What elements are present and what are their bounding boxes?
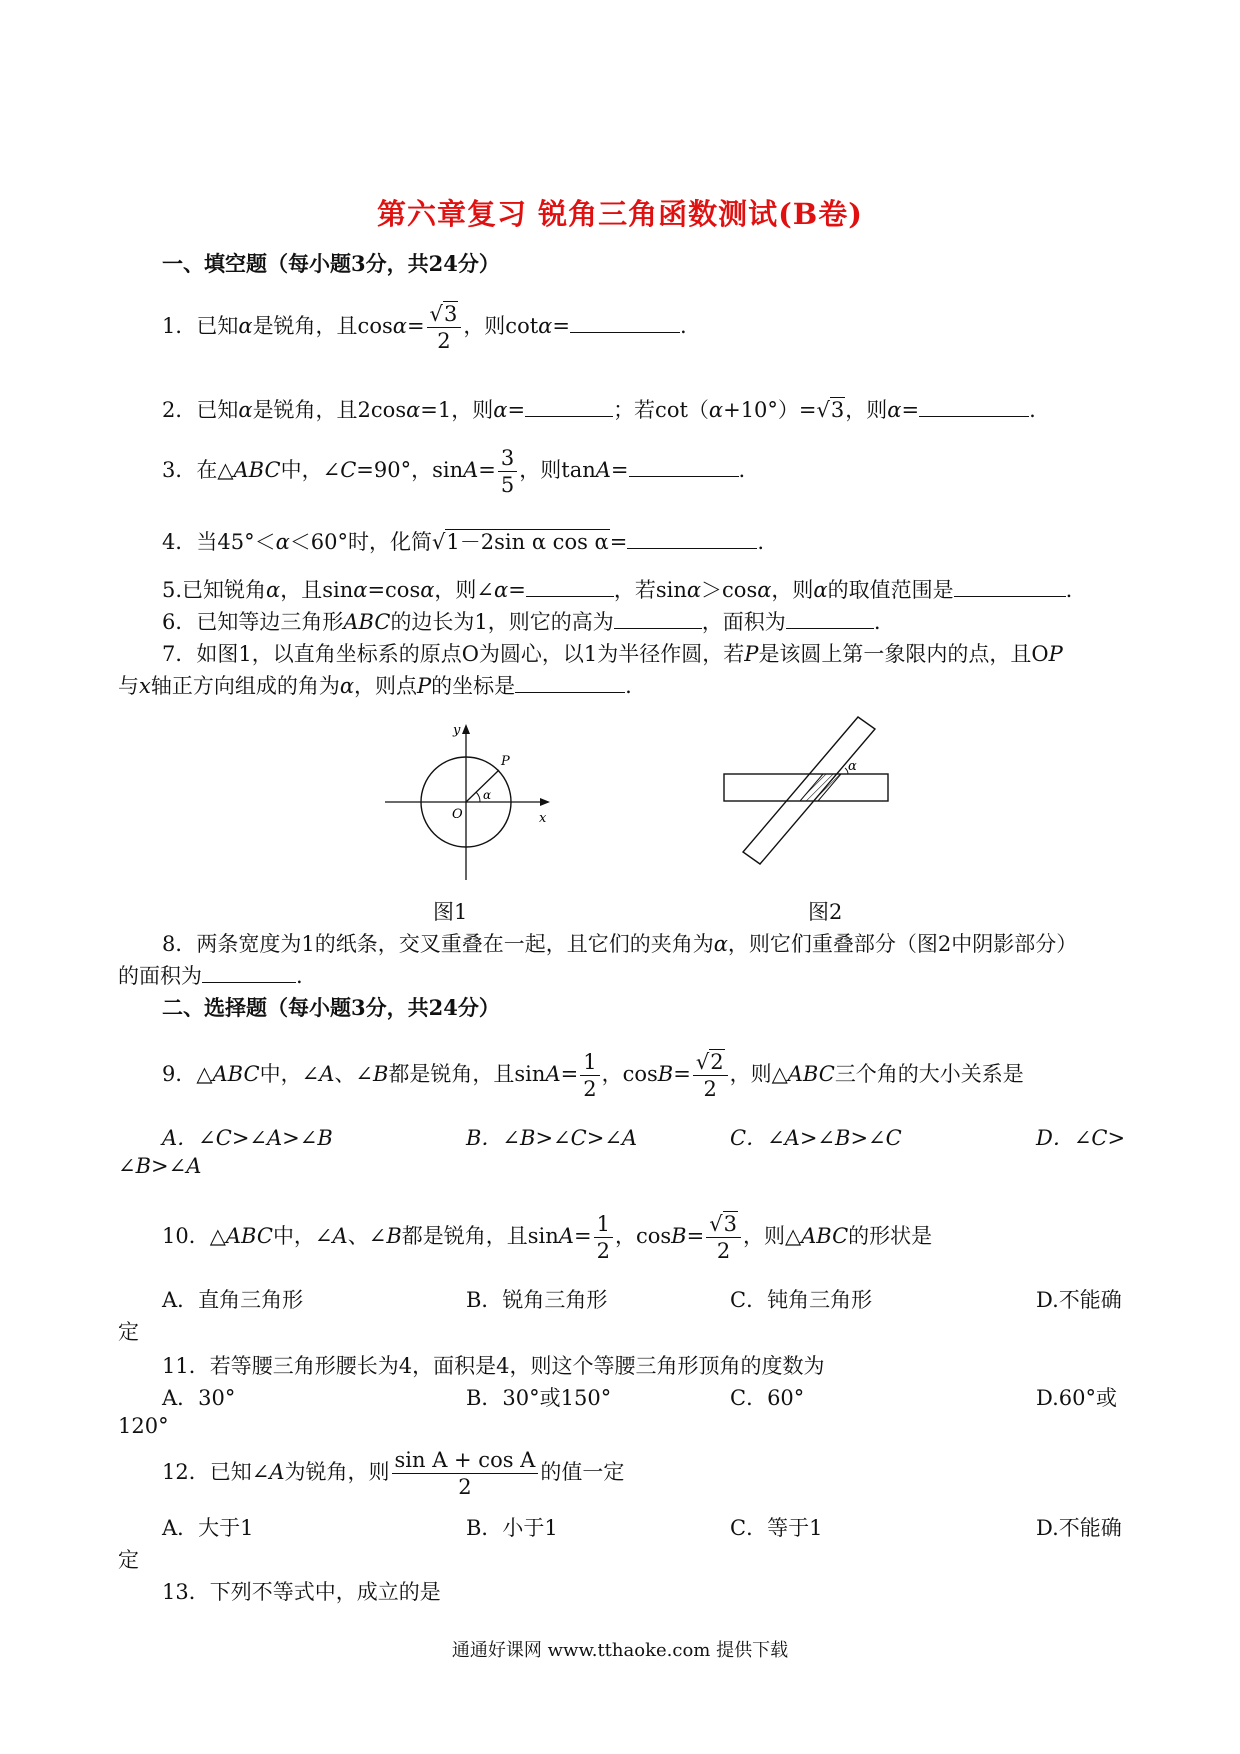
q12-option-a[interactable]: A．大于1: [162, 1516, 254, 1540]
figure-1-caption: 图1: [433, 900, 468, 924]
q9-option-d[interactable]: D．∠C>: [1036, 1126, 1126, 1150]
answer-blank[interactable]: [515, 674, 625, 693]
point-p-label: P: [501, 754, 510, 769]
section-heading-fill-in: 一、填空题（每小题3分，共24分）: [162, 251, 500, 276]
y-axis-arrow-icon: [462, 724, 470, 734]
sqrt-3: √3: [816, 398, 845, 422]
q10-option-b[interactable]: B．锐角三角形: [466, 1288, 608, 1312]
question-3: 3．在△ABC中，∠C=90°，sinA= $\frac{3}{5}$ ，则tanA= .: [162, 446, 746, 498]
alpha-label: α: [848, 759, 857, 774]
origin-label: O: [452, 807, 463, 822]
question-8-cont: 的面积为 .: [118, 964, 303, 988]
q9-option-a[interactable]: A．∠C>∠A>∠B: [162, 1126, 333, 1150]
q10-option-d-cont: 定: [118, 1320, 139, 1344]
question-8: 8．两条宽度为1的纸条，交叉重叠在一起，且它们的夹角为α，则它们重叠部分（图2中阴影部分）: [162, 932, 1078, 956]
q11-option-a[interactable]: A．30°: [162, 1386, 236, 1410]
fraction-sinA-plus-cosA-over-2: $\frac{\text{sin A + cos A}}{2}$: [392, 1448, 539, 1499]
sqrt-expression: √1－2sin α cos α: [432, 530, 609, 554]
question-11: 11．若等腰三角形腰长为4，面积是4，则这个等腰三角形顶角的度数为: [162, 1354, 825, 1378]
answer-blank[interactable]: [954, 578, 1066, 597]
q11-option-c[interactable]: C．60°: [730, 1386, 805, 1410]
figure-2-caption: 图2: [808, 900, 843, 924]
x-axis-arrow-icon: [540, 798, 550, 806]
fraction-1-over-2: $\frac{1}{2}$: [580, 1050, 599, 1101]
q10-option-d[interactable]: D.不能确: [1036, 1288, 1122, 1312]
question-1: 1．已知α是锐角，且cosα= $\frac{√3}{2}$ ，则cotα= .: [162, 302, 687, 354]
answer-blank[interactable]: [570, 314, 680, 333]
answer-blank[interactable]: [614, 610, 702, 629]
q9-option-b[interactable]: B．∠B>∠C>∠A: [466, 1126, 638, 1150]
alpha-label: α: [483, 788, 492, 802]
q9-option-c[interactable]: C．∠A>∠B>∠C: [730, 1126, 902, 1150]
fraction-sqrt3-over-2: $\frac{√3}{2}$: [427, 302, 462, 353]
page-title: 第六章复习 锐角三角函数测试(B卷): [376, 197, 864, 231]
q11-option-d-cont: 120°: [118, 1414, 169, 1438]
answer-blank[interactable]: [627, 530, 757, 549]
question-6: 6．已知等边三角形ABC的边长为1，则它的高为 ，面积为 .: [162, 610, 881, 634]
question-5: 5.已知锐角α，且sinα=cosα，则∠α= ，若sinα＞cosα，则α的取值范围是 .: [162, 578, 1073, 602]
question-7-cont: 与x轴正方向组成的角为α，则点P的坐标是 .: [118, 674, 632, 698]
fraction-sqrt3-over-2: $\frac{√3}{2}$: [706, 1212, 741, 1263]
question-4: 4．当45°＜α＜60°时，化简√1－2sin α cos α= .: [162, 530, 765, 554]
answer-blank[interactable]: [526, 578, 614, 597]
fraction-1-over-2: $\frac{1}{2}$: [594, 1212, 613, 1263]
question-9: 9．△ABC中，∠A、∠B都是锐角，且sinA= $\frac{1}{2}$ ，cosB= $\frac{√2}{2}$ ，则△ABC三个角的大小关系是: [162, 1050, 1024, 1102]
q12-option-d-cont: 定: [118, 1548, 139, 1572]
q9-option-d-cont: ∠B>∠A: [118, 1154, 202, 1178]
q11-option-d[interactable]: D.60°或: [1036, 1386, 1117, 1410]
question-13: 13．下列不等式中，成立的是: [162, 1580, 441, 1604]
fraction-3-over-5: $\frac{3}{5}$: [498, 446, 517, 497]
answer-blank[interactable]: [202, 964, 296, 983]
x-axis-label: x: [539, 811, 547, 826]
q10-option-c[interactable]: C．钝角三角形: [730, 1288, 873, 1312]
answer-blank[interactable]: [919, 398, 1029, 417]
answer-blank[interactable]: [525, 398, 613, 417]
page-footer: 通通好课网 www.tthaoke.com 提供下载: [451, 1640, 789, 1661]
answer-blank[interactable]: [786, 610, 874, 629]
question-2: 2．已知α是锐角，且2cosα=1，则α= ；若cot（α+10°）=√3，则α= .: [162, 398, 1036, 422]
q12-option-b[interactable]: B．小于1: [466, 1516, 558, 1540]
fraction-sqrt2-over-2: $\frac{√2}{2}$: [693, 1050, 728, 1101]
q12-option-d[interactable]: D.不能确: [1036, 1516, 1122, 1540]
question-10: 10．△ABC中，∠A、∠B都是锐角，且sinA= $\frac{1}{2}$ ，cosB= $\frac{√3}{2}$ ，则△ABC的形状是: [162, 1212, 933, 1264]
figure-2-crossed-strips: [718, 712, 898, 872]
figure-1-unit-circle: [380, 718, 560, 890]
angle-arc: [476, 792, 480, 802]
answer-blank[interactable]: [629, 458, 739, 477]
q10-option-a[interactable]: A．直角三角形: [162, 1288, 304, 1312]
section-heading-multiple-choice: 二、选择题（每小题3分，共24分）: [162, 995, 500, 1020]
question-7: 7．如图1，以直角坐标系的原点O为圆心，以1为半径作圆，若P是该圆上第一象限内的点，且OP: [162, 642, 1063, 666]
q12-option-c[interactable]: C．等于1: [730, 1516, 823, 1540]
question-12: 12．已知∠A为锐角，则 $\frac{\text{sin A + cos A}}{2}$ 的值一定: [162, 1448, 625, 1500]
y-axis-label: y: [453, 723, 461, 738]
q11-option-b[interactable]: B．30°或150°: [466, 1386, 612, 1410]
